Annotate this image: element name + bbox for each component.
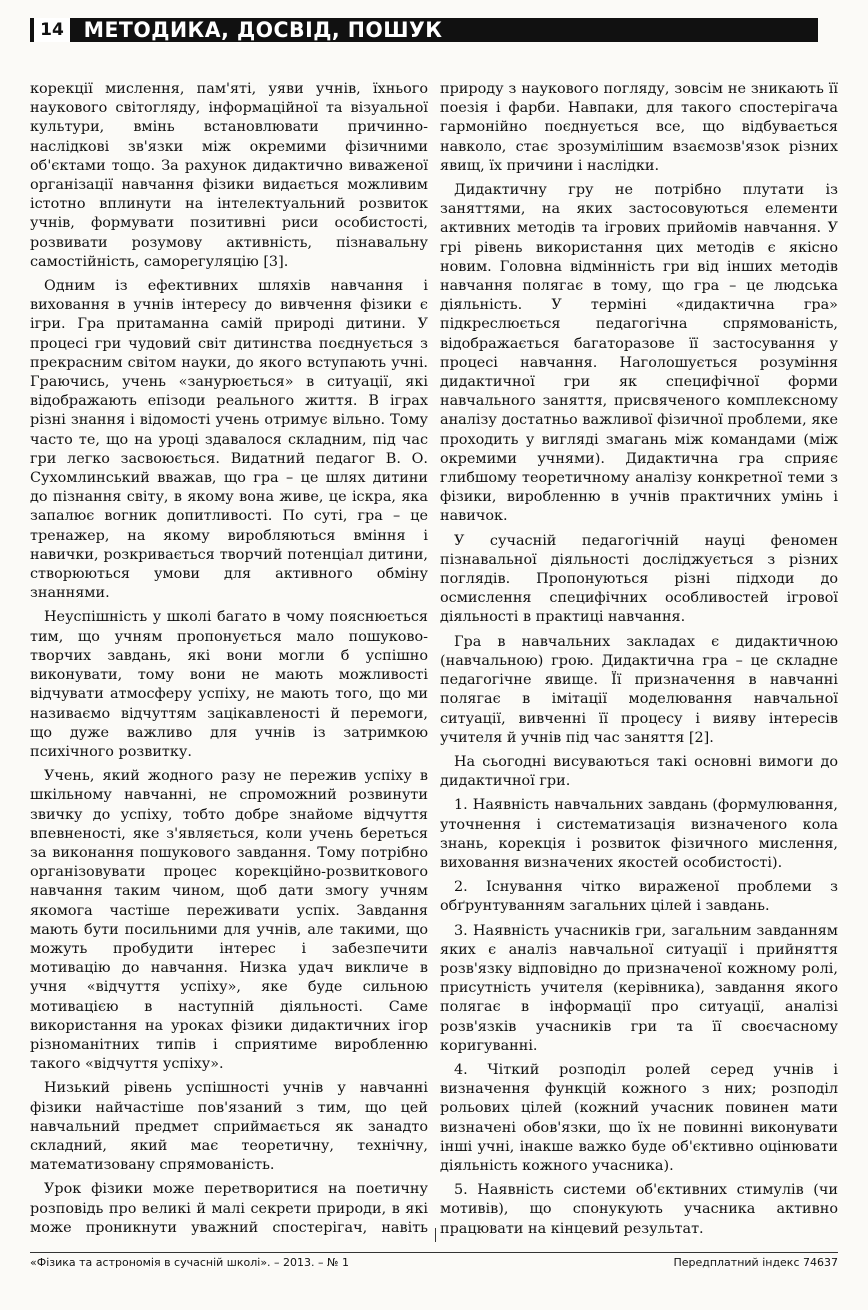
paragraph: Учень, який жодного разу не пережив успіху в шкільному навчанні, не спроможний розвинути звичку до успіху, тобто добре знайоме відчуття впевненості, яке з'являється, коли учень береться за виконання пошукового завдання. Тому потрібно організовувати процес корекційно-розвиткового навчання таким чином, щоб дати змогу учням якомога частіше переживати успіх. Завдання мають бути посильними для учнів, але такими, що можуть пробудити інтерес і забезпечити мотивацію до навчання. Низка удач викличе в учня «відчуття успіху», яке буде сильною мотивацією в наступній діяльності. Саме використання на уроках фізики дидактичних ігор різноманітних типів і сприятиме виробленню такого «відчуття успіху». — [30, 768, 428, 1073]
footer-rule — [30, 1252, 838, 1253]
paragraph: На сьогодні висуваються такі основні вимоги до дидактичної гри. — [440, 753, 838, 790]
requirement-item: 4. Чіткий розподіл ролей серед учнів і визначення функцій кожного з них; розподіл рольових цілей (кожний учасник повинен мати визначені обов'язки, що їх не повинні виконувати інші учні, інакше важко буде об'єктивно оцінювати діяльність кожного учасника). — [440, 1061, 838, 1174]
page-header — [30, 18, 838, 42]
paragraph: Урок фізики може перетворитися на поетичну розповідь про великі й малі секрети природи, в які може проникнути уважний спостерігач, навіть — [30, 1181, 428, 1236]
paragraph: Дидактичну гру не потрібно плутати із заняттями, на яких застосовуються елементи активних методів та ігрових прийомів навчання. У грі рівень використання цих методів є якісно новим. Головна відмінність гри від інших методів навчання полягає в тому, що гра – це людська діяльність. У терміні «дидактична гра» підкреслюється педагогічна спрямованість, відображається багаторазове її застосування у процесі навчання. Наголошується розуміння дидактичної гри як специфічної форми навчального заняття, присвяченого комплексному аналізу достатньо важливої фізичної проблеми, яке проходить у вигляді змагань між командами (між окремими учнями). Дидактична гра сприяє глибшому теоретичному аналізу конкретної теми з фізики, виробленню в учнів практичних умінь і навичок. — [440, 182, 838, 525]
paragraph: Одним із ефективних шляхів навчання і виховання в учнів інтересу до вивчення фізики є ігри. Гра притаманна самій природі дитини. У процесі гри чудовий світ дитинства поєднується з прекрасним світом науки, до якого вступають учні. Граючись, учень «занурюється» в ситуації, які відображають епізоди реального життя. В іграх різні знання і відомості учень отримує вільно. Тому часто те, що на уроці здавалося складним, під час гри легко засвоюється. Видатний педагог В. О. Сухомлинський вважав, що гра – це шлях дитини до пізнання світу, в якому вона живе, це іскра, яка запалює вогник допитливості. По суті, гра – це тренажер, на якому виробляються вміння і навички, розкривається творчий потенціал дитини, створюються умови для активного обміну знаннями. — [30, 278, 428, 602]
subscription-index: Передплатний індекс 74637 — [673, 1256, 838, 1269]
requirement-item: 3. Наявність учасників гри, загальним завданням яких є аналіз навчальної ситуації і прийняття розв'язку відповідно до призначеної кожному ролі, присутність учителя (керівника), завдання якого полягає в інформації про ситуації, аналізі розв'язків учасників гри та її своєчасному коригуванні. — [440, 922, 838, 1054]
left-column — [30, 80, 428, 1238]
paragraph: Неуспішність у школі багато в чому пояснюється тим, що учням пропонується мало пошуково-творчих завдань, які вони могли б успішно виконувати, тому вони не мають можливості відчувати атмосферу успіху, не мають того, що ми називаємо відчуттям зацікавленості й перемоги, що дуже важливо для учнів із затримкою психічного розвитку. — [30, 609, 428, 760]
paragraph: природу з наукового погляду, зовсім не зникають її поезія і фарби. Навпаки, для такого спостерігача гармонійно поєднується все, що відбувається навколо, стає зрозумілішим взаємозв'язок різних явищ, їх причини і наслідки. — [440, 81, 838, 174]
requirement-item: 2. Існування чітко вираженої проблеми з обґрунтуванням загальних цілей і завдань. — [440, 879, 838, 915]
paragraph: Низький рівень успішності учнів у навчанні фізики найчастіше пов'язаний з тим, що цей навчальний предмет сприймається як занадто складний, який має теоретичну, технічну, математизовану спрямованість. — [30, 1080, 428, 1174]
journal-citation: «Фізика та астрономія в сучасній школі». – 2013. – № 1 — [30, 1256, 349, 1269]
page-number: 14 — [30, 18, 70, 42]
requirement-item: 1. Наявність навчальних завдань (формулювання, уточнення і систематизація визначеного кола знань, корекція і розвиток фізичного мислення, виховання визначених якостей особистості). — [440, 797, 838, 871]
column-divider — [435, 1228, 436, 1242]
requirement-item: 5. Наявність системи об'єктивних стимулів (чи мотивів), що спонукують учасника активно працювати на кінцевий результат. — [440, 1182, 838, 1237]
paragraph: Гра в навчальних закладах є дидактичною (навчальною) грою. Дидактична гра – це складне педагогічне явище. Її призначення в навчанні полягає в імітації моделювання навчальної ситуації, вивченні її процесу і вияву інтересів учителя й учнів під час заняття [2]. — [440, 633, 838, 746]
article-body — [30, 80, 838, 1238]
page-footer — [30, 1256, 838, 1269]
paragraph: У сучасній педагогічній науці феномен пізнавальної діяльності досліджується з різних поглядів. Пропонуються різні підходи до осмислення специфічних особливостей ігрової діяльності в практиці навчання. — [440, 532, 838, 626]
right-column — [440, 80, 838, 1238]
section-title: МЕТОДИКА, ДОСВІД, ПОШУК — [70, 18, 818, 42]
paragraph: корекції мислення, пам'яті, уяви учнів, їхнього наукового світогляду, інформаційної та візуальної культури, вмінь встановлювати причинно-наслідкові зв'язки між окремими фізичними об'єктами тощо. За рахунок дидактично виваженої організації навчання фізики видається можливим істотно вплинути на інтелектуальний розвиток учнів, формувати позитивні риси особистості, розвивати розумову активність, пізнавальну самостійність, саморегуляцію [3]. — [30, 81, 428, 270]
